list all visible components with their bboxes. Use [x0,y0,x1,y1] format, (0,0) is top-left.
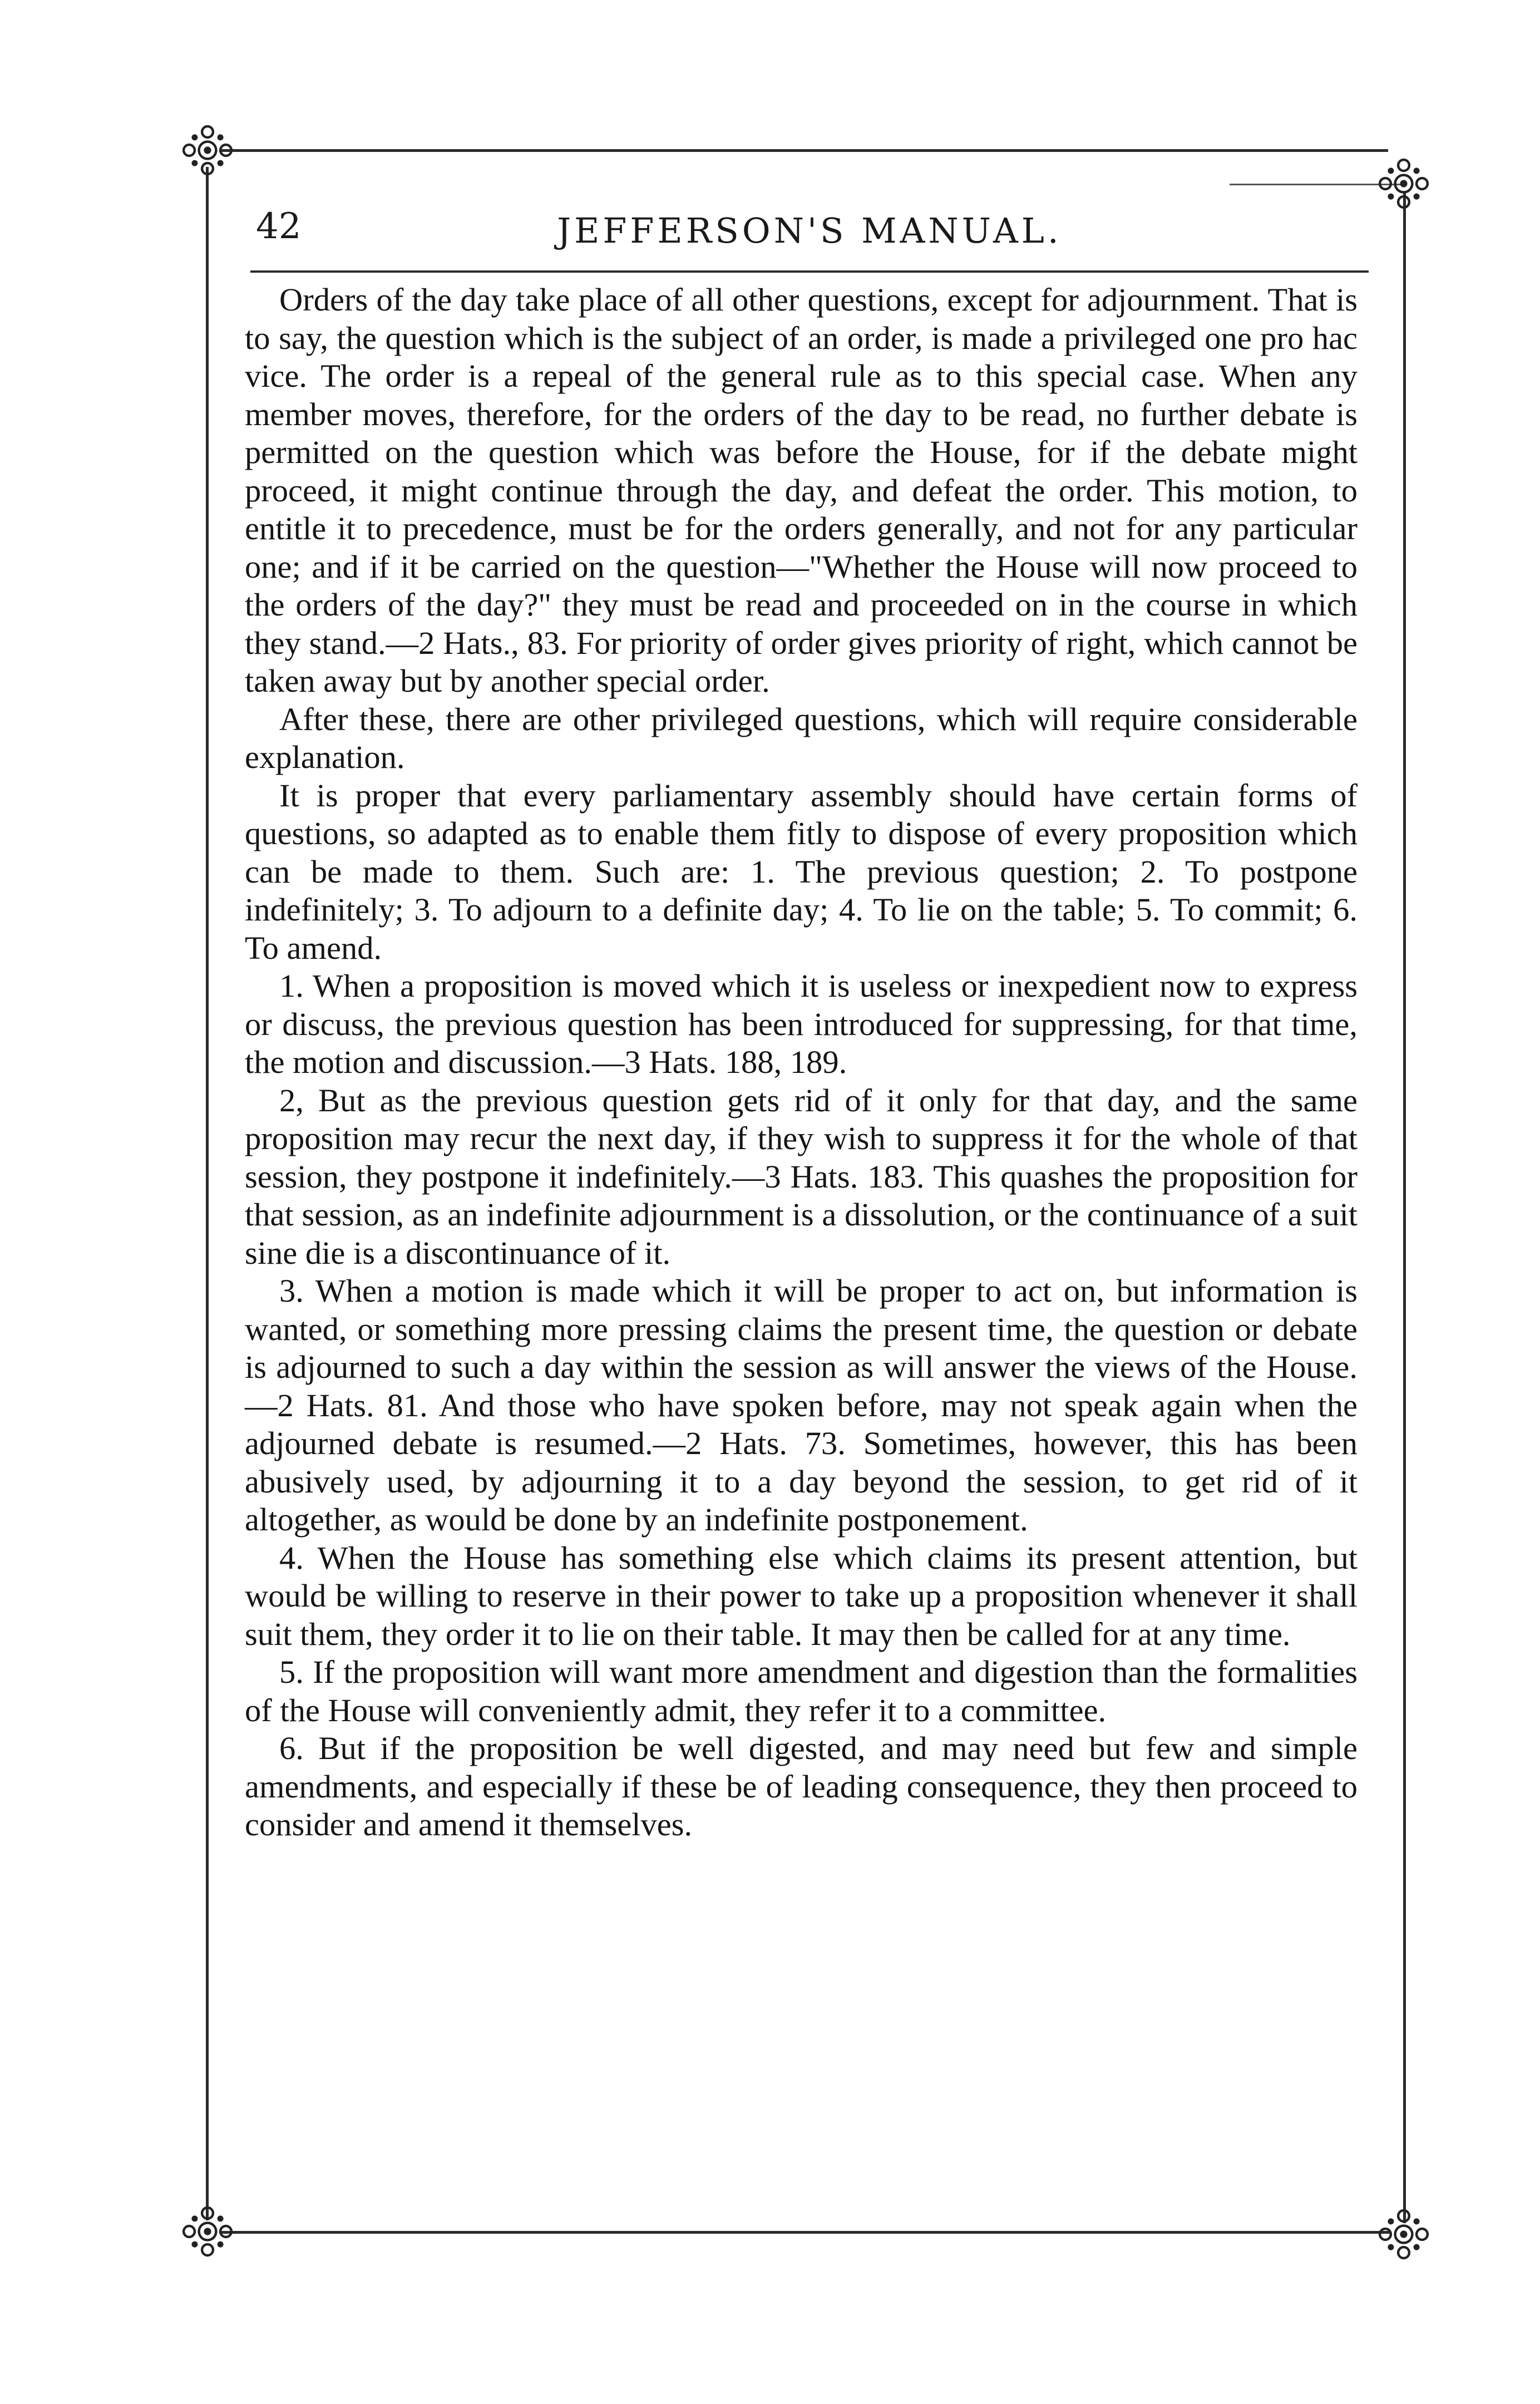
corner-ornament-top-right [1373,153,1434,214]
left-border-rule [206,167,209,2220]
running-head: JEFFERSON'S MANUAL. [557,210,1062,251]
page-number: 42 [256,206,302,247]
paragraph-commit: 5. If the proposition will want more amendment and digestion than the formalities of the House will conveniently admit, they refer it to a committee. [245,1654,1358,1728]
top-border-rule [220,149,1388,152]
paragraph-adjourn: 3. When a motion is made which it will be proper to act on, but information is wanted, or something more pressing claims the present time, the question or debate is adjourned to such a day within the session as will answer the views of the House.—2 Hats. 81. And those who have spoken before, may not speak again when the adjourned debate is resumed.—2 Hats. 73. Sometimes, however, this has been abusively used, by adjourning it to a day beyond the session, to get rid of it altogether, as would be done by an indefinite postponement. [245,1273,1358,1538]
header-rule [250,270,1369,273]
corner-ornament-bottom-right [1373,2204,1434,2265]
corner-ornament-bottom-left [177,2201,238,2262]
paragraph-lie-on-table: 4. When the House has something else which claims its present attention, but would be willing to reserve in their power to take up a proposition whenever it shall suit them, they order it to lie on their table. It may then be called for at any time. [245,1539,1358,1652]
paragraph-postpone-indefinitely: 2, But as the previous question gets rid of it only for that day, and the same proposition may recur the next day, if they wish to suppress it for the whole of that session, they postpone it indefinitely.—3 Hats. 183. This quashes the proposition for that session, as an indefinite adjournment is a dissolution, or the continuance of a suit sine die is a discontinuance of it. [245,1082,1358,1271]
floral-ornament-icon [1373,153,1434,214]
paragraph-previous-question: 1. When a proposition is moved which it is useless or inexpedient now to express or discuss, the previous question has been introduced for suppressing, for that time, the motion and discussion.—3 Hats. 188, 189. [245,968,1358,1080]
right-border-rule [1403,192,1406,2223]
page-body [245,281,1358,1844]
floral-ornament-icon [1373,2204,1434,2265]
page-header [250,206,1369,273]
paragraph-forms-of-questions: It is proper that every parliamentary assembly should have certain forms of questions, so adapted as to enable them fitly to dispose of every proposition which can be made to them. Such are: 1. The previous question; 2. To postpone indefinitely; 3. To adjourn to a definite day; 4. To lie on the table; 5. To commit; 6. To amend. [245,777,1358,966]
floral-ornament-icon [177,120,238,181]
corner-ornament-top-left [177,120,238,181]
paragraph-after-these: After these, there are other privileged questions, which will require considerable explanation. [245,701,1358,775]
paragraph-amend: 6. But if the proposition be well digested, and may need but few and simple amendments, and especially if these be of leading consequence, they then proceed to consider and amend it themselves. [245,1730,1358,1843]
paragraph-orders-of-day: Orders of the day take place of all other questions, except for adjournment. That is to say, the question which is the subject of an order, is made a privileged one pro hac vice. The order is a repeal of the general rule as to this special case. When any member moves, therefore, for the orders of the day to be read, no further debate is permitted on the question which was before the House, for if the debate might proceed, it might continue through the day, and defeat the order. This motion, to entitle it to precedence, must be for the orders generally, and not for any particular one; and if it be carried on the question—"Whether the House will now proceed to the orders of the day?" they must be read and proceeded on in the course in which they stand.—2 Hats., 83. For priority of order gives priority of right, which cannot be taken away but by another special order. [245,282,1358,699]
bottom-border-rule [220,2231,1391,2234]
floral-ornament-icon [177,2201,238,2262]
